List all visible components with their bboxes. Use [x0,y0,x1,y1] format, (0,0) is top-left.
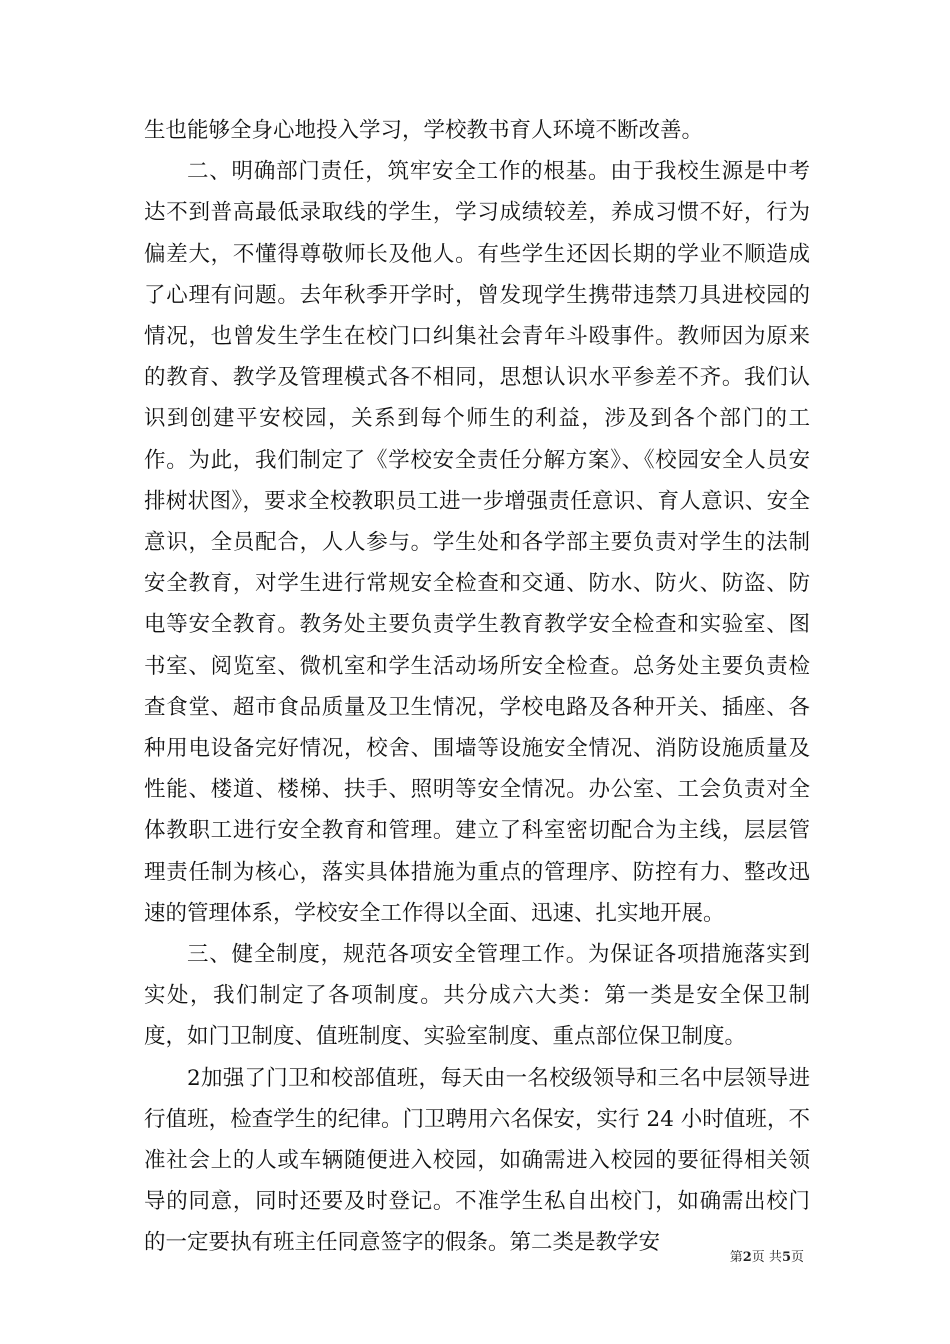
paragraph-continuation: 生也能够全身心地投入学习，学校教书育人环境不断改善。 [144,118,704,143]
document-body [144,110,810,1264]
page-footer [730,1250,804,1266]
paragraph-safety-system: 三、健全制度，规范各项安全管理工作。为保证各项措施落实到实处，我们制定了各项制度。共分成六大类：第一类是安全保卫制度，如门卫制度、值班制度、实验室制度、重点部位保卫制度。 [144,942,810,1050]
footer-suffix: 页 [790,1250,804,1265]
footer-prefix: 第 [729,1250,743,1265]
paragraph-department-responsibility: 二、明确部门责任，筑牢安全工作的根基。由于我校生源是中考达不到普高最低录取线的学生，学习成绩较差，养成习惯不好，行为偏差大，不懂得尊敬师长及他人。有些学生还因长期的学业不顺造成了心理有问题。去年秋季开学时，曾发现学生携带违禁刀具进校园的情况，也曾发生学生在校门口纠集社会青年斗殴事件。教师因为原来的教育、教学及管理模式各不相同，思想认识水平参差不齐。我们认识到创建平安校园，关系到每个师生的利益，涉及到各个部门的工作。为此，我们制定了《学校安全责任分解方案》、《校园安全人员安排树状图》，要求全校教职员工进一步增强责任意识、育人意识、安全意识，全员配合，人人参与。学生处和各学部主要负责对学生的法制安全教育，对学生进行常规安全检查和交通、防水、防火、防盗、防电等安全教育。教务处主要负责学生教育教学安全检查和实验室、图书室、阅览室、微机室和学生活动场所安全检查。总务处主要负责检查食堂、超市食品质量及卫生情况，学校电路及各种开关、插座、各种用电设备完好情况，校舍、围墙等设施安全情况、消防设施质量及性能、楼道、楼梯、扶手、照明等安全情况。办公室、工会负责对全体教职工进行安全教育和管理。建立了科室密切配合为主线，层层管理责任制为核心，落实具体措施为重点的管理序、防控有力、整改迅速的管理体系，学校安全工作得以全面、迅速、扎实地开展。 [144,159,810,926]
footer-current-page: 2 [742,1250,752,1265]
footer-total-pages: 5 [781,1250,791,1265]
footer-middle: 页 共 [751,1250,782,1265]
paragraph-guard-duty: 2加强了门卫和校部值班，每天由一名校级领导和三名中层领导进行值班，检查学生的纪律。门卫聘用六名保安，实行 24 小时值班，不准社会上的人或车辆随便进入校园，如确需进入校园的要征得相关领导的同意，同时还要及时登记。不准学生私自出校门，如确需出校门的一定要执有班主任同意签字的假条。第二类是教学安 [144,1065,810,1256]
